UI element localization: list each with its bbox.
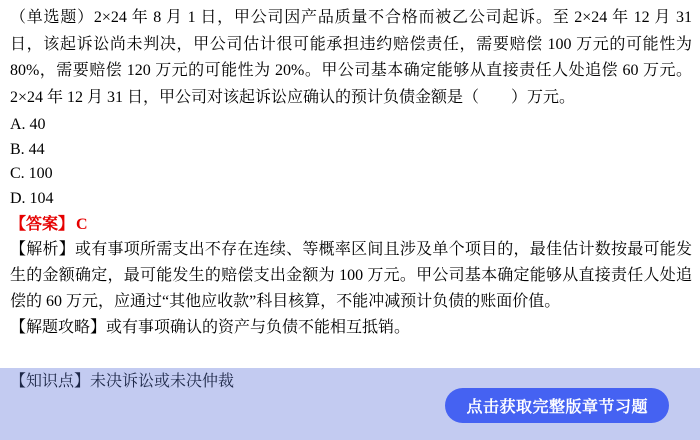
knowledge-point-body: 未决诉讼或未决仲裁 <box>90 373 235 390</box>
get-full-exercises-button[interactable]: 点击获取完整版章节习题 <box>445 388 669 423</box>
strategy-row <box>10 315 692 341</box>
analysis-label: 【解析】 <box>10 241 75 258</box>
knowledge-footer <box>0 368 700 440</box>
option-d: D. 104 <box>10 189 54 207</box>
option-b: B. 44 <box>10 140 45 158</box>
options-list <box>10 113 692 211</box>
answer-value: C <box>76 216 88 233</box>
analysis-paragraph <box>10 237 692 315</box>
analysis-body: 或有事项所需支出不存在连续、等概率区间且涉及单个项目的，最佳估计数按最可能发生的金额确定，最可能发生的赔偿支出金额为 100 万元。甲公司基本确定能够从直接责任人处追偿的 60 万元，应通过“其他应收款”科目核算，不能冲减预计负债的账面价值。 <box>10 241 692 310</box>
question-type-label: （单选题） <box>10 9 94 26</box>
option-a: A. 40 <box>10 116 46 133</box>
answer-label: 【答案】 <box>10 216 75 233</box>
knowledge-point-label: 【知识点】 <box>10 373 91 390</box>
strategy-label: 【解题攻略】 <box>10 319 107 336</box>
question-text <box>10 5 692 111</box>
question-body: 2×24 年 8 月 1 日，甲公司因产品质量不合格而被乙公司起诉。至 2×24 年 12 月 31 日，该起诉讼尚未判决，甲公司估计很可能承担违约赔偿责任，需要赔偿 100 万元的可能性为 80%，需要赔偿 120 万元的可能性为 20%。甲公司基本确定能够从直接责任人处追偿 60 万元。2×24 年 12 月 31 日，甲公司对该起诉讼应确认的预计负债金额是（ ）万元。 <box>10 9 692 106</box>
answer-row <box>10 212 692 237</box>
strategy-body: 或有事项确认的资产与负债不能相互抵销。 <box>106 319 411 336</box>
option-c: C. 100 <box>10 165 53 182</box>
